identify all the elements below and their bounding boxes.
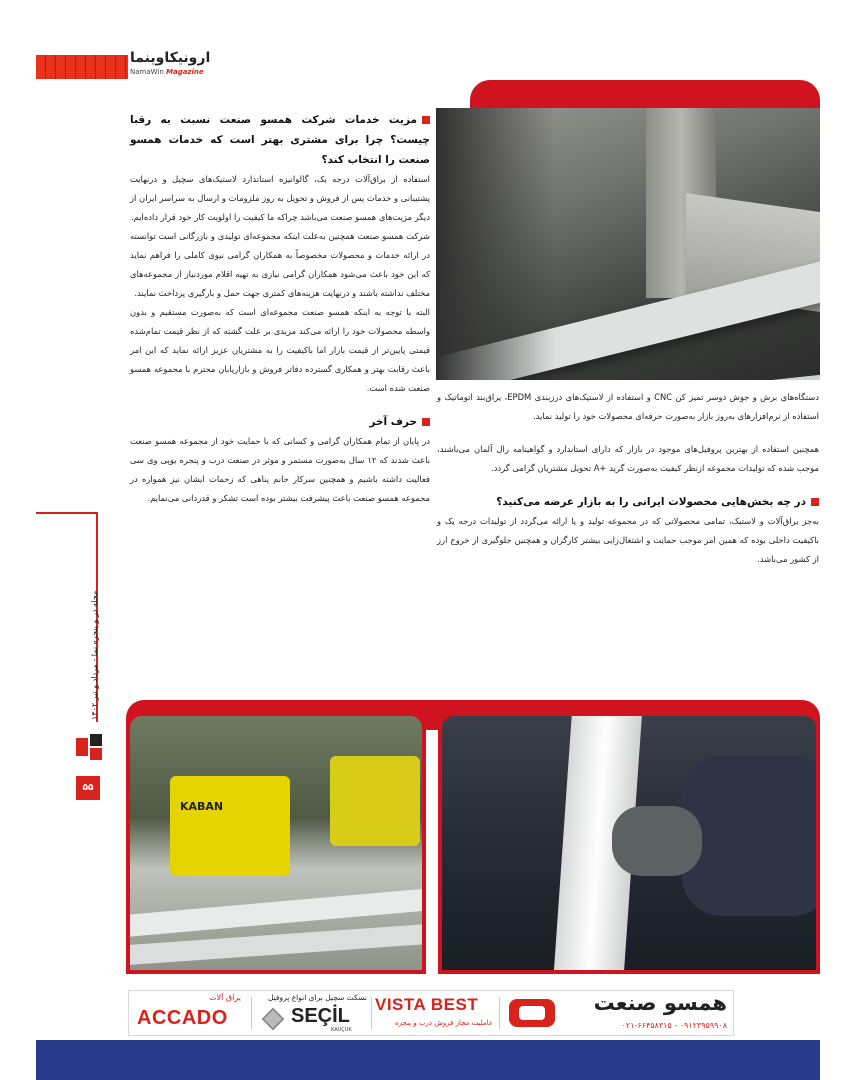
logo-namawin: NamaWin [130,68,164,76]
worker-profile-photo [438,712,820,974]
photo-shape [612,806,702,876]
footer-bar [36,1040,820,1080]
logo-persian-text: ارونیکاوینما [130,50,211,66]
photo-shape [436,108,556,380]
heading-bullet-icon [422,418,430,426]
advertisement-banner[interactable] [128,990,734,1036]
ad-phone-numbers: ۰۹۱۲۳۹۵۹۹۰۸ - ۰۲۱-۶۶۴۵۸۳۱۵ [621,1021,727,1030]
heading-text: مزیت خدمات شرکت همسو صنعت نسبت به رقبا چیست؟ چرا برای مشتری بهتر است که خدمات همسو صنعت را انتخاب کند؟ [130,114,430,166]
ad-caption: یراق آلات [209,993,241,1002]
ad-brand: SEÇİL [291,1005,350,1027]
ad-caption: عاملیت مجاز فروش درب و پنجره [395,1019,493,1027]
ad-caption: نسکت سچیل برای انواع پروفیل [267,993,367,1002]
heading-text: در چه بخش‌هایی محصولات ایرانی را به بازار عرضه می‌کنید؟ [496,496,806,508]
article-column-right [437,388,819,569]
issue-info: مجله در و پنجره نما - مرداد و تیر ۱۴۰۲ [90,590,99,720]
paragraph: به‌جز یراق‌آلات و لاستیک، تمامی محصولاتی که در مجموعه تولید و یا ارائه می‌گردد از تولیدات درجه یک و باکیفیت داخلی بوده که همین امر موجب حمایت و اشتغال‌زایی بیشتر کارگران و همچنین جلوگیری از خروج ارز از کشور می‌باشد. [437,516,819,564]
section-heading [130,110,430,170]
ad-divider [371,997,372,1029]
saw-machine-photo [126,712,426,974]
ad-accado[interactable] [133,991,251,1035]
hamso-logo-icon [509,999,555,1027]
ad-brand: همسو صنعت [593,991,727,1015]
ad-subbrand: KAUÇUK [331,1027,352,1033]
cnc-machine-photo [436,108,820,380]
ad-brand: ACCADO [137,1007,228,1029]
paragraph: شرکت همسو صنعت همچنین به‌علت اینکه مجموعه‌ای تولیدی و بازرگانی است توانسته در ارائه خدمات و محصولات مخصوصاً به همکاران گرامی نیوی کاملی را فراهم نماید که این خود باعث می‌شود همکاران گرامی نیازی به تهیه اقلام موردنیاز از مجموعه‌های مختلف نداشته باشند و درنهایت هزینه‌های کمتری جهت حمل و بارگیری پرداخت نمایند. [130,231,430,298]
article-column-left [130,110,430,508]
paragraph: البته با توجه به اینکه همسو صنعت مجموعه‌ای است که به‌صورت مستقیم و بدون واسطه محصولات خود را ارائه می‌کند مزیدی بر علت گشته که از نظر قیمت تمام‌شده قیمتی پایین‌تر از قیمت بازار اما باکیفیت را به مشتریان عزیز ارائه نماید که این امر باعث رقابت بهتر و همکاری گسترده دفاتر فروش و بازاریابان محترم با مجموعه همسو صنعت شده است. [130,307,430,393]
logo-english-text [130,68,204,76]
ad-divider [251,997,252,1029]
paragraph: استفاده از یراق‌آلات درجه یک، گالوانیزه استاندارد لاستیک‌های سچیل و درنهایت پشتیبانی و خدمات پس از فروش و تحویل به روز ملزومات و ارسال به سراسر ایران از دیگر مزیت‌های همسو صنعت می‌باشد چراکه ما کیفیت را اولویت کار خود قرار داده‌ایم. [130,174,430,222]
machine-brand-label: KABAN [180,800,224,813]
section-heading [437,492,819,512]
paragraph: همچنین استفاده از بهترین پروفیل‌های موجود در بازار که دارای استاندارد و گواهینامه رال آلمان می‌باشند، موجب شده که تولیدات مجموعه ازنظر کیفیت به‌صورت گرید +A تحویل مشتریان گرامی گردد. [437,444,819,473]
ad-divider [499,997,500,1029]
paragraph: در پایان از تمام همکاران گرامی و کسانی که با حمایت خود از مجموعه همسو صنعت باعث شدند که ۱۲ سال به‌صورت مستمر و موثر در صنعت درب و پنجره یوپی وی سی فعالیت داشته باشیم و همچنین سرکار خانم پناهی که زحمات ایشان نیز همواره در مجموعه همسو صنعت باعث پیشرفت بیشتر بوده است تشکر و قدردانی می‌نمایم. [130,436,430,503]
window-logo-icon [76,734,102,760]
photo-shape [682,756,820,916]
magazine-logo[interactable] [130,50,230,80]
ad-secil[interactable] [253,991,369,1035]
photo-shape [515,369,820,380]
header-color-strip [36,55,128,79]
heading-bullet-icon [422,116,430,124]
side-rule-horizontal [36,512,96,514]
ad-hamso-sanat[interactable] [501,991,733,1035]
photo-shape [170,776,290,876]
section-heading [130,412,430,432]
heading-bullet-icon [811,498,819,506]
ad-vista-best[interactable] [373,991,497,1035]
heading-text: حرف آخر [369,416,417,428]
ad-brand: VISTA BEST [375,995,479,1014]
secil-logo-icon [262,1008,285,1031]
photo-shape [330,756,420,846]
paragraph: دستگاه‌های برش و جوش دوسر تمیز کن CNC و استفاده از لاستیک‌های درزبندی EPDM، یراق‌بند اتوماتیک و استفاده از نرم‌افزارهای به‌روز بازار به‌صورت حرفه‌ای محصولات خود را تولید نماید. [437,392,819,421]
logo-magazine: Magazine [166,68,204,76]
page-number: ۵۵ [76,776,100,800]
